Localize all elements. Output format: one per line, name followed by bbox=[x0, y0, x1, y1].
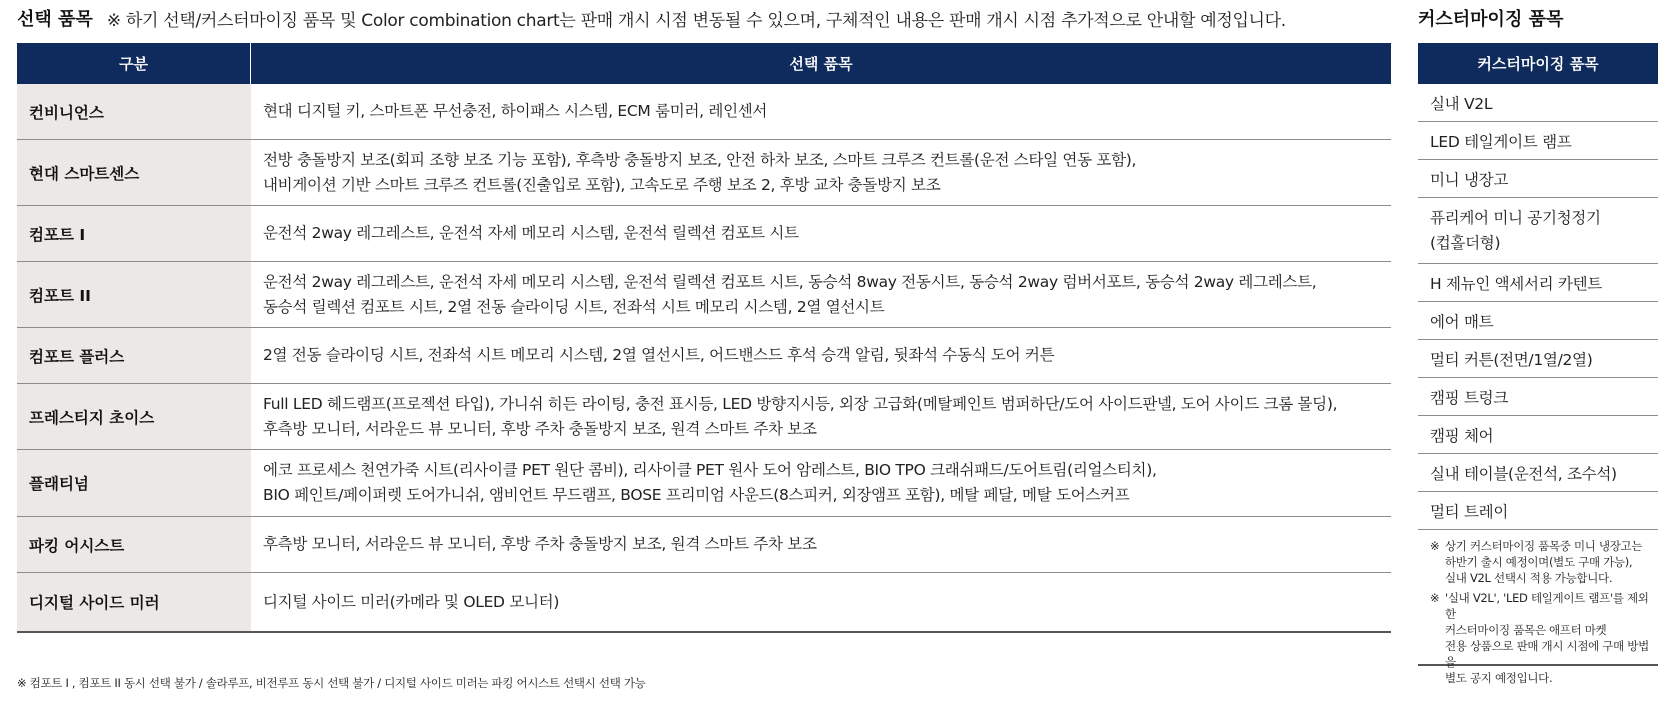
note-text: '실내 V2L', 'LED 테일게이트 램프'를 제외한 커스터마이징 품목은 애프터 마켓 전용 상품으로 판매 개시 시점에 구매 방법을 별도 공지 예정입니다. bbox=[1445, 591, 1649, 685]
table-row bbox=[17, 450, 1391, 517]
row-items bbox=[251, 517, 1391, 572]
customizing-item: 미니 냉장고 bbox=[1418, 160, 1658, 198]
customizing-item: 에어 매트 bbox=[1418, 302, 1658, 340]
row-items bbox=[251, 450, 1391, 516]
table-row bbox=[17, 384, 1391, 450]
customizing-item: 퓨리케어 미니 공기청정기 (컵홀더형) bbox=[1418, 198, 1658, 264]
row-items-line: 내비게이션 기반 스마트 크루즈 컨트롤(진출입로 포함), 고속도로 주행 보조 2, 후방 교차 충돌방지 보조 bbox=[263, 175, 941, 194]
row-category: 컴포트 II bbox=[17, 262, 251, 327]
customizing-item: 캠핑 트렁크 bbox=[1418, 378, 1658, 416]
row-items bbox=[251, 573, 1391, 631]
row-items bbox=[251, 262, 1391, 327]
row-items-line: 동승석 릴렉션 컴포트 시트, 2열 전동 슬라이딩 시트, 전좌석 시트 메모리 시스템, 2열 열선시트 bbox=[263, 297, 885, 316]
customizing-item: 멀티 커튼(전면/1열/2열) bbox=[1418, 340, 1658, 378]
options-heading bbox=[17, 0, 1391, 36]
table-row bbox=[17, 573, 1391, 633]
customizing-item: 멀티 트레이 bbox=[1418, 492, 1658, 530]
customizing-note bbox=[1430, 538, 1654, 586]
options-notice: ※ 하기 선택/커스터마이징 품목 및 Color combination chart는 판매 개시 시점 변동될 수 있으며, 구체적인 내용은 판매 개시 시점 추가적으로 안내할 예정입니다. bbox=[106, 10, 1286, 31]
row-items bbox=[251, 384, 1391, 449]
customizing-item: H 제뉴인 액세서리 카텐트 bbox=[1418, 264, 1658, 302]
customizing-note bbox=[1430, 590, 1654, 686]
row-items bbox=[251, 328, 1391, 383]
row-items-line: 에코 프로세스 천연가죽 시트(리사이클 PET 원단 콤비), 리사이클 PET 원사 도어 암레스트, BIO TPO 크래쉬패드/도어트림(리얼스티치), bbox=[263, 461, 1157, 479]
row-items-line: Full LED 헤드램프(프로젝션 타입), 가니쉬 히든 라이팅, 충전 표시등, LED 방향지시등, 외장 고급화(메탈페인트 범퍼하단/도어 사이드판넬, 도어 사이드 크롬 몰딩), bbox=[263, 394, 1338, 413]
customizing-item: 캠핑 체어 bbox=[1418, 416, 1658, 454]
customizing-table-header: 커스터마이징 품목 bbox=[1418, 43, 1658, 84]
table-row bbox=[17, 328, 1391, 384]
row-items-line: 현대 디지털 키, 스마트폰 무선충전, 하이패스 시스템, ECM 룸미러, 레인센서 bbox=[263, 102, 768, 120]
row-items-line: 디지털 사이드 미러(카메라 및 OLED 모니터) bbox=[263, 592, 560, 611]
row-category: 컴포트 I bbox=[17, 206, 251, 261]
table-row bbox=[17, 206, 1391, 262]
options-footnote: ※ 컴포트 I , 컴포트 II 동시 선택 불가 / 솔라루프, 비전루프 동시 선택 불가 / 디지털 사이드 미러는 파킹 어시스트 선택시 선택 가능 bbox=[17, 676, 646, 690]
customizing-notes bbox=[1418, 530, 1658, 685]
options-title: 선택 품목 bbox=[17, 9, 93, 30]
row-category: 프레스티지 초이스 bbox=[17, 384, 251, 449]
row-category: 컨비니언스 bbox=[17, 84, 251, 139]
table-row bbox=[17, 517, 1391, 573]
row-category: 컴포트 플러스 bbox=[17, 328, 251, 383]
customizing-heading bbox=[1418, 0, 1658, 36]
row-items-line: BIO 페인트/페이퍼렛 도어가니쉬, 앰비언트 무드램프, BOSE 프리미엄 사운드(8스피커, 외장앰프 포함), 메탈 페달, 메탈 도어스커프 bbox=[263, 486, 1130, 504]
customizing-item: 실내 V2L bbox=[1418, 84, 1658, 122]
options-section bbox=[17, 0, 1391, 633]
header-category: 구분 bbox=[17, 43, 251, 84]
row-items-line: 후측방 모니터, 서라운드 뷰 모니터, 후방 주차 충돌방지 보조, 원격 스마트 주차 보조 bbox=[263, 419, 817, 438]
note-mark: ※ bbox=[1430, 539, 1440, 553]
row-items-line: 운전석 2way 레그레스트, 운전석 자세 메모리 시스템, 운전석 릴렉션 컴포트 시트 bbox=[263, 224, 799, 242]
customizing-item: 실내 테이블(운전석, 조수석) bbox=[1418, 454, 1658, 492]
header-items: 선택 품목 bbox=[789, 55, 853, 73]
customizing-item: LED 테일게이트 램프 bbox=[1418, 122, 1658, 160]
row-items-line: 2열 전동 슬라이딩 시트, 전좌석 시트 메모리 시스템, 2열 열선시트, 어드밴스드 후석 승객 알림, 뒷좌석 수동식 도어 커튼 bbox=[263, 346, 1055, 364]
row-items-line: 후측방 모니터, 서라운드 뷰 모니터, 후방 주차 충돌방지 보조, 원격 스마트 주차 보조 bbox=[263, 535, 817, 553]
row-items-line: 운전석 2way 레그레스트, 운전석 자세 메모리 시스템, 운전석 릴렉션 컴포트 시트, 동승석 8way 전동시트, 동승석 2way 럼버서포트, 동승석 2way 레그레스트, bbox=[263, 272, 1317, 291]
customizing-title: 커스터마이징 품목 bbox=[1418, 9, 1564, 30]
table-row bbox=[17, 262, 1391, 328]
note-text: 상기 커스터마이징 품목중 미니 냉장고는 하반기 출시 예정이며(별도 구매 가능), 실내 V2L 선택시 적용 가능합니다. bbox=[1445, 539, 1643, 585]
table-row bbox=[17, 84, 1391, 140]
row-items-line: 전방 충돌방지 보조(회피 조향 보조 기능 포함), 후측방 충돌방지 보조, 안전 하차 보조, 스마트 크루즈 컨트롤(운전 스타일 연동 포함), bbox=[263, 150, 1137, 169]
customizing-section bbox=[1418, 0, 1658, 685]
row-items bbox=[251, 84, 1391, 139]
row-items bbox=[251, 140, 1391, 205]
row-category: 디지털 사이드 미러 bbox=[17, 573, 251, 631]
row-category: 현대 스마트센스 bbox=[17, 140, 251, 205]
note-mark: ※ bbox=[1430, 591, 1440, 605]
options-table-header bbox=[17, 43, 1391, 84]
row-category: 플래티넘 bbox=[17, 450, 251, 516]
row-items bbox=[251, 206, 1391, 261]
row-category: 파킹 어시스트 bbox=[17, 517, 251, 572]
table-row bbox=[17, 140, 1391, 206]
